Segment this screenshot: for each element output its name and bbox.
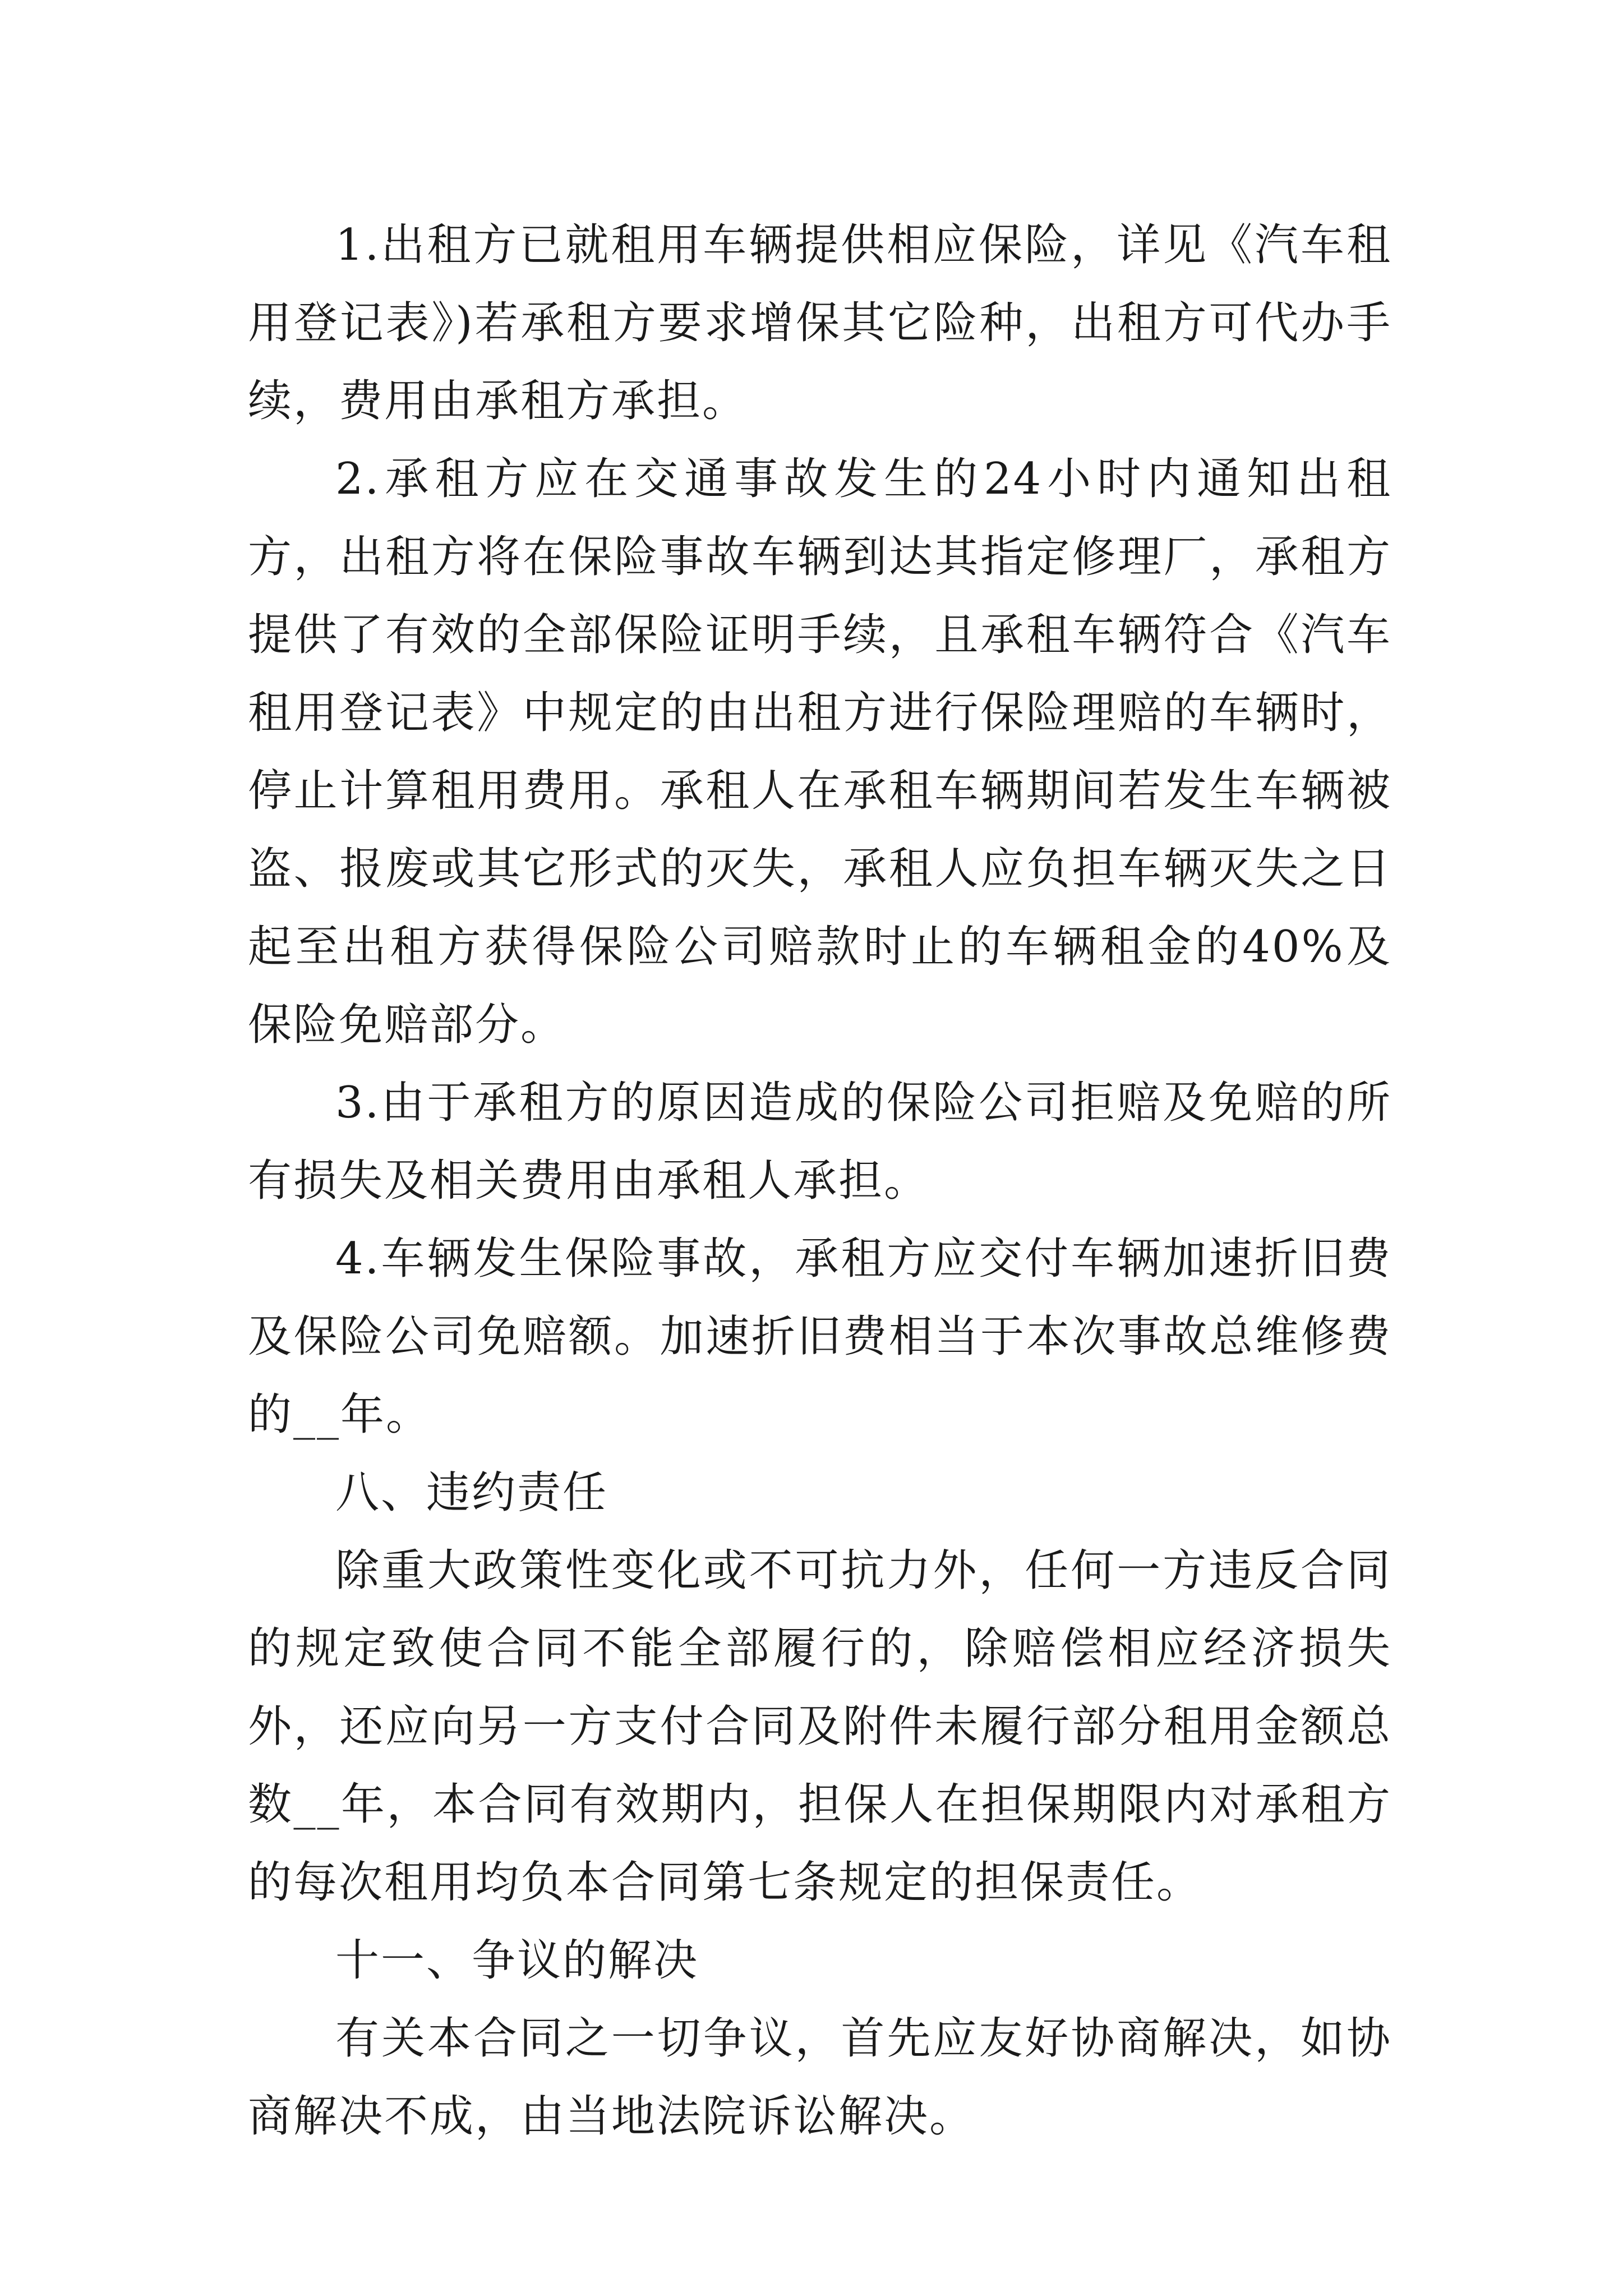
paragraph-clause-7-2: 2.承租方应在交通事故发生的24小时内通知出租方，出租方将在保险事故车辆到达其指定修理厂，承租方提供了有效的全部保险证明手续，且承租车辆符合《汽车租用登记表》中规定的由出租方进行保险理赔的车辆时，停止计算租用费用。承租人在承租车辆期间若发生车辆被盗、报废或其它形式的灭失，承租人应负担车辆灭失之日起至出租方获得保险公司赔款时止的车辆租金的40%及保险免赔部分。 [248, 454, 1392, 1050]
paragraph-clause-7-4: 4.车辆发生保险事故，承租方应交付车辆加速折旧费及保险公司免赔额。加速折旧费相当于本次事故总维修费的__年。 [248, 1234, 1392, 1440]
paragraph-clause-7-3: 3.由于承租方的原因造成的保险公司拒赔及免赔的所有损失及相关费用由承租人承担。 [248, 1078, 1392, 1206]
paragraph-breach-liability: 除重大政策性变化或不可抗力外，任何一方违反合同的规定致使合同不能全部履行的，除赔偿相应经济损失外，还应向另一方支付合同及附件未履行部分租用金额总数__年，本合同有效期内，担保人在担保期限内对承租方的每次租用均负本合同第七条规定的担保责任。 [248, 1545, 1392, 1908]
paragraph-dispute-resolution: 有关本合同之一切争议，首先应友好协商解决，如协商解决不成，由当地法院诉讼解决。 [248, 2013, 1392, 2142]
document-body [248, 206, 1392, 2156]
paragraph-clause-7-1: 1.出租方已就租用车辆提供相应保险，详见《汽车租用登记表》)若承租方要求增保其它险种，出租方可代办手续，费用由承租方承担。 [248, 220, 1392, 426]
section-heading-breach-liability: 八、违约责任 [335, 1467, 608, 1518]
section-heading-dispute-resolution: 十一、争议的解决 [335, 1935, 699, 1986]
